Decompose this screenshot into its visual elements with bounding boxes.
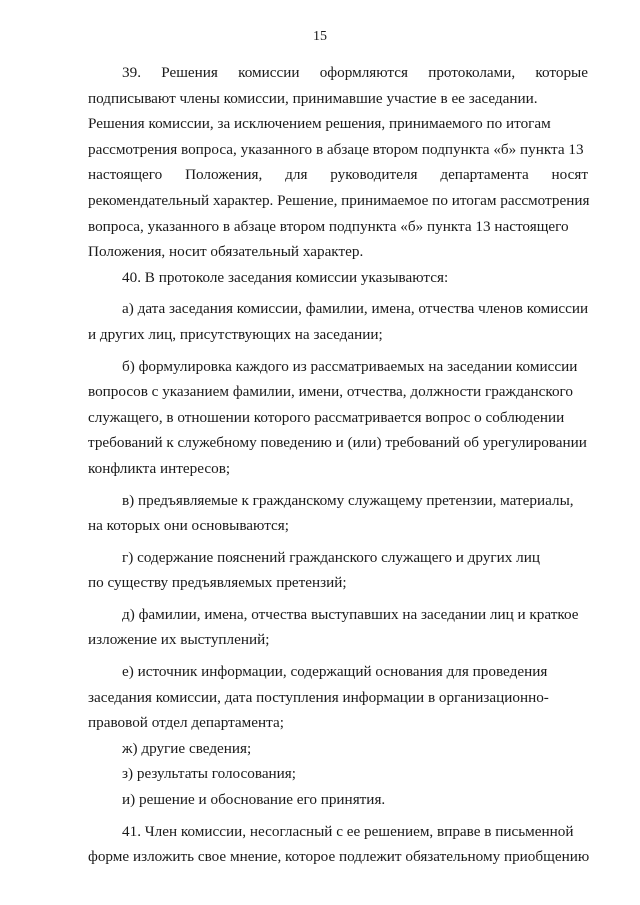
text-line: вопроса, указанного в абзаце втором подпункта «б» пункта 13 настоящего (88, 217, 569, 235)
word: 39. (122, 64, 141, 81)
document-body (88, 60, 588, 870)
text-line: служащего, в отношении которого рассматривается вопрос о соблюдении (88, 408, 565, 426)
text-line: подписывают члены комиссии, принимавшие участие в ее заседании. (88, 89, 538, 107)
text-line: вопросов с указанием фамилии, имени, отчества, должности гражданского (88, 383, 574, 401)
text-line: рассмотрения вопроса, указанного в абзаце втором подпункта «б» пункта 13 (88, 140, 584, 158)
page-number: 15 (313, 29, 327, 44)
list-item-g: г) содержание пояснений гражданского служащего и других лиц (122, 548, 540, 566)
paragraph-40-heading: 40. В протоколе заседания комиссии указываются: (122, 268, 449, 286)
word: протоколами, (428, 64, 516, 81)
word: комиссии (238, 64, 300, 81)
list-item-a: а) дата заседания комиссии, фамилии, имена, отчества членов комиссии (122, 300, 589, 318)
word: руководителя (330, 166, 418, 184)
text-line: и других лиц, присутствующих на заседании; (88, 325, 383, 343)
list-item-d: д) фамилии, имена, отчества выступавших на заседании лиц и краткое (122, 605, 579, 623)
text-line: форме изложить свое мнение, которое подлежит обязательному приобщению (88, 848, 590, 866)
word: оформляются (319, 64, 408, 81)
text-line: Решения комиссии, за исключением решения, принимаемого по итогам (88, 115, 551, 133)
list-item-i: и) решение и обоснование его принятия. (122, 791, 386, 809)
word: Решения (161, 64, 218, 81)
word: для (285, 166, 308, 184)
text-line: рекомендательный характер. Решение, принимаемое по итогам рассмотрения (88, 191, 590, 209)
word: носят (551, 166, 588, 184)
list-item-b: б) формулировка каждого из рассматриваемых на заседании комиссии (122, 357, 578, 375)
paragraph-39-line-1 (88, 60, 588, 86)
word: Положения, (185, 166, 263, 184)
text-line: правовой отдел департамента; (88, 714, 284, 732)
paragraph-41-line-1: 41. Член комиссии, несогласный с ее решением, вправе в письменной (122, 822, 574, 840)
word: департамента (440, 166, 529, 184)
list-item-v: в) предъявляемые к гражданскому служащему претензии, материалы, (122, 491, 574, 509)
paragraph-39-line-5 (88, 162, 588, 188)
text-line: изложение их выступлений; (88, 631, 270, 649)
list-item-zh: ж) другие сведения; (122, 739, 252, 757)
word: настоящего (88, 166, 163, 184)
text-line: конфликта интересов; (88, 459, 231, 477)
text-line: на которых они основываются; (88, 517, 289, 535)
list-item-e: е) источник информации, содержащий основания для проведения (122, 663, 548, 681)
text-line: Положения, носит обязательный характер. (88, 243, 364, 261)
text-line: по существу предъявляемых претензий; (88, 574, 347, 592)
list-item-z: з) результаты голосования; (122, 765, 297, 783)
text-line: требований к служебному поведению и (или) требований об урегулировании (88, 434, 587, 452)
text-line: заседания комиссии, дата поступления информации в организационно- (88, 688, 549, 706)
word: которые (535, 64, 588, 81)
